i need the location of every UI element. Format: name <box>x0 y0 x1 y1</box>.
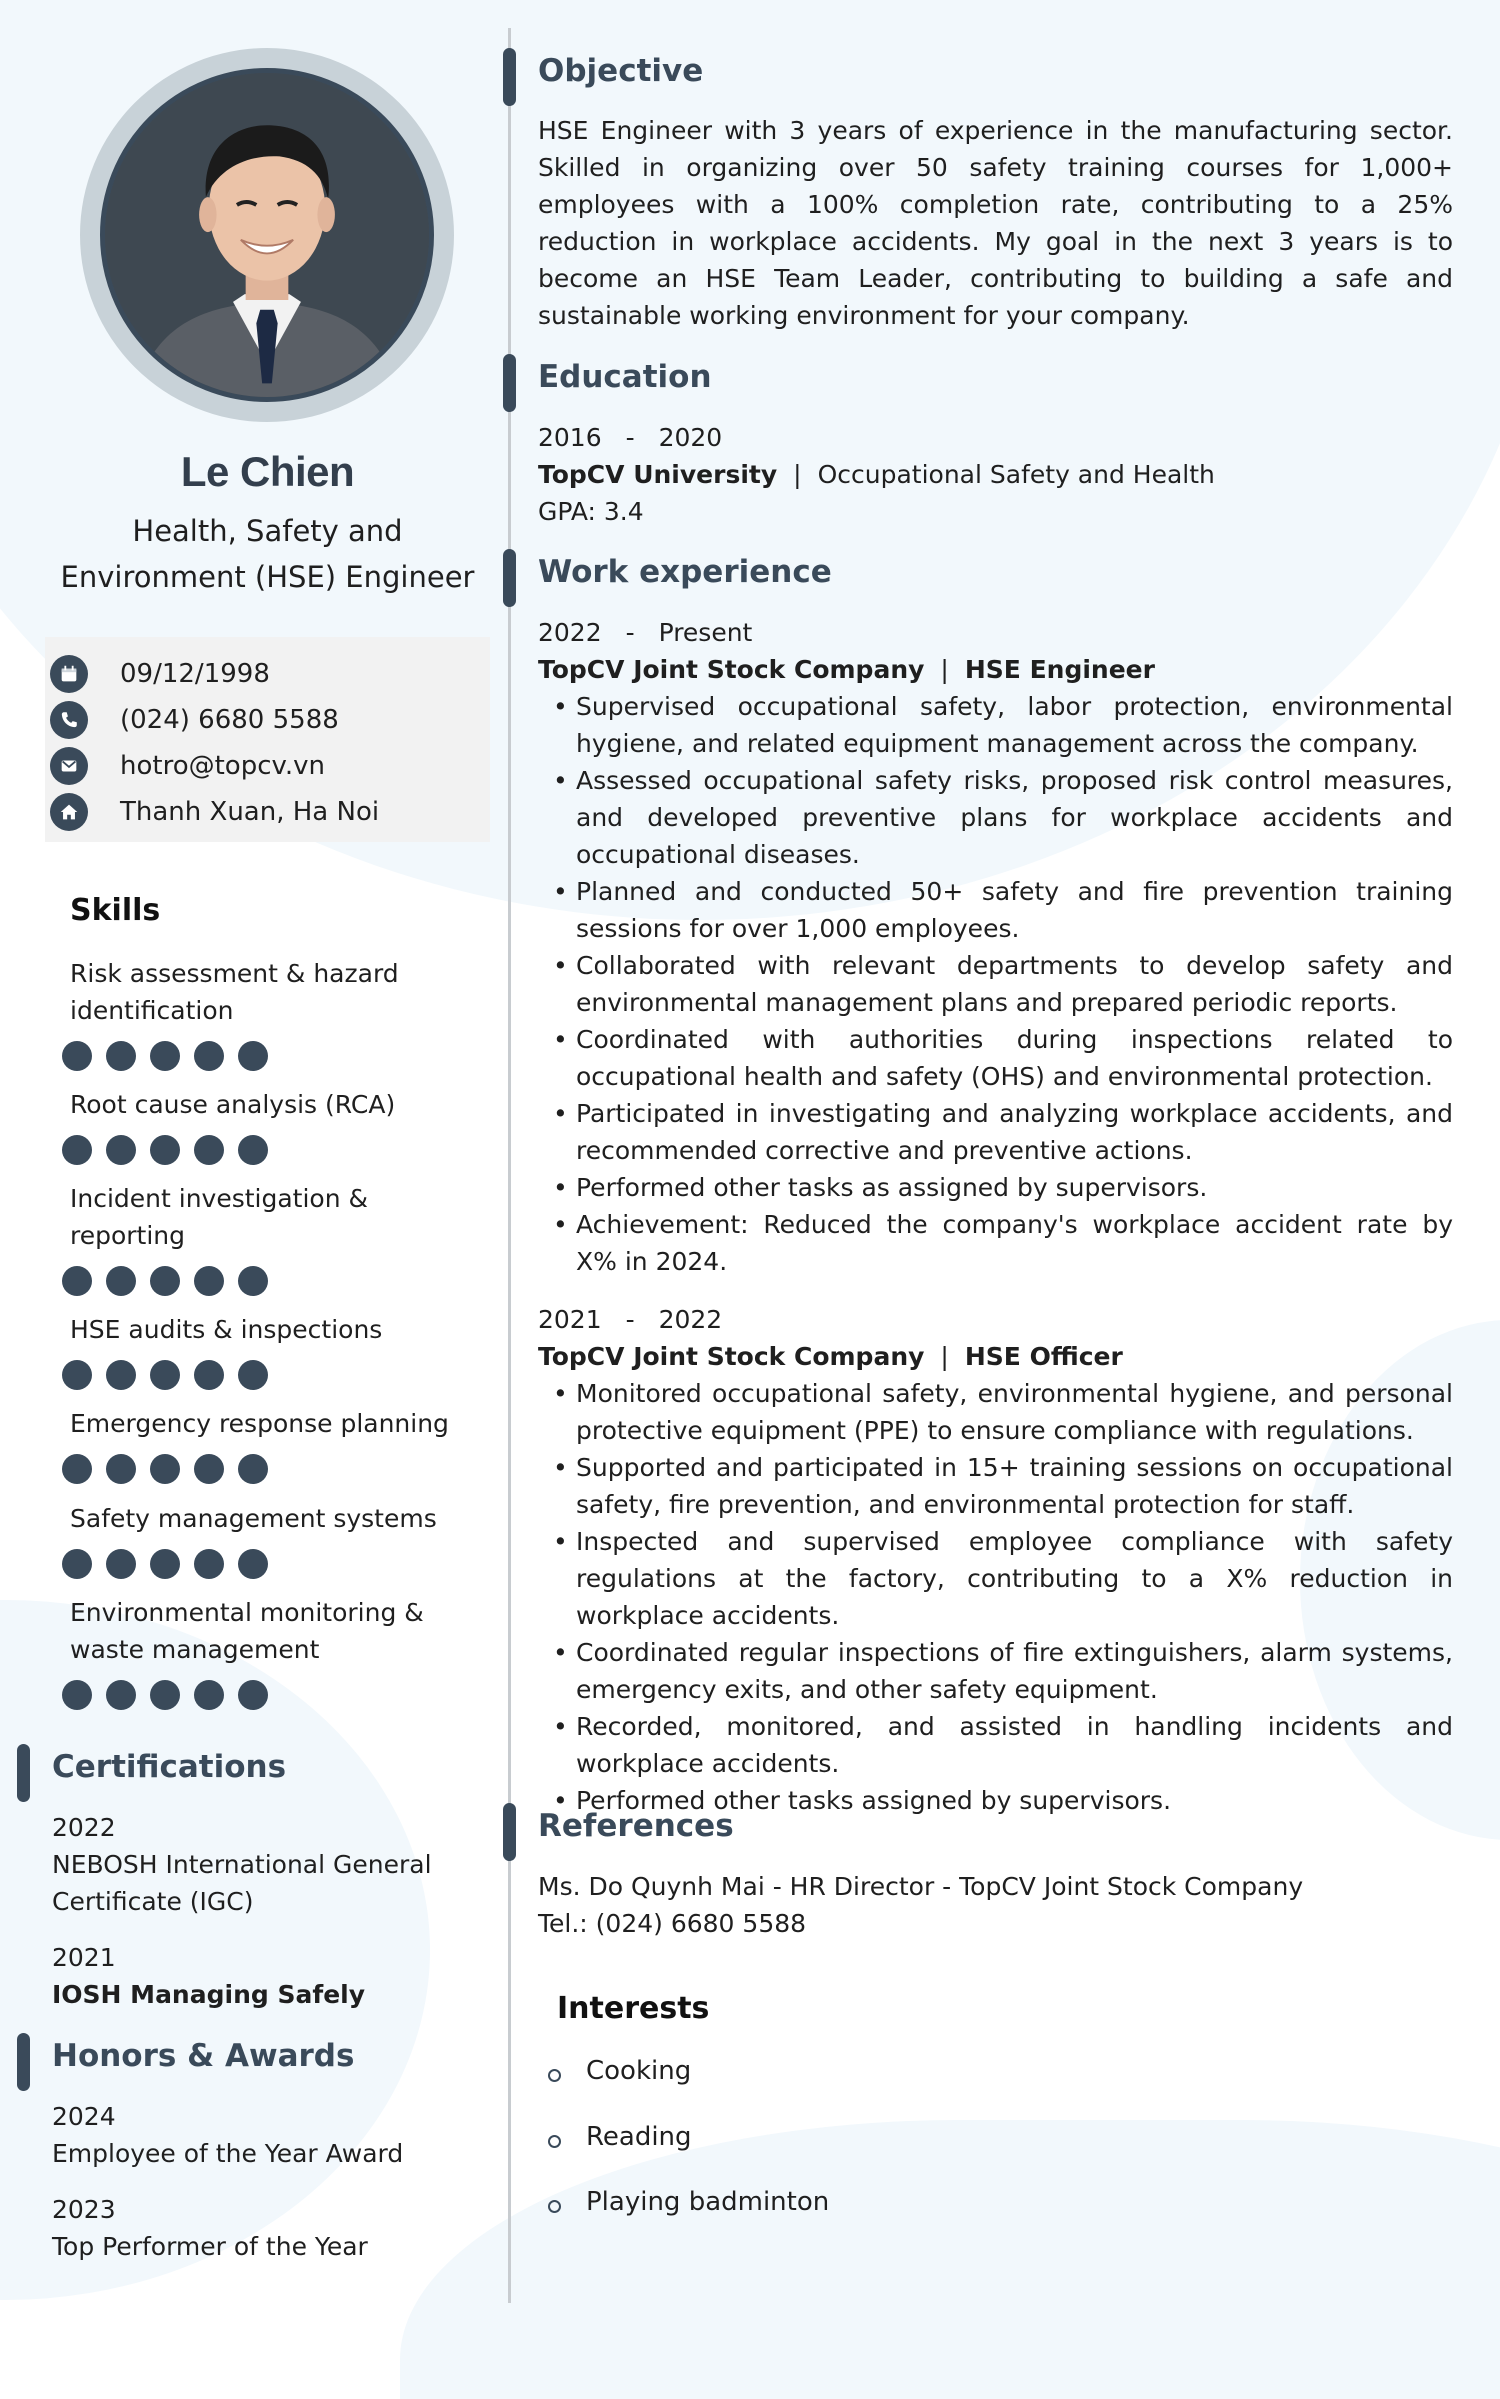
award-year: 2024 <box>52 2102 116 2131</box>
date-separator: - <box>625 618 635 647</box>
skill-name: HSE audits & inspections <box>70 1315 383 1344</box>
skill-name: Emergency response planning <box>70 1409 449 1438</box>
calendar-icon <box>50 655 88 693</box>
award-name: Employee of the Year Award <box>52 2139 404 2168</box>
section-marker <box>17 2033 30 2091</box>
skill-item <box>70 955 470 1071</box>
job-end: Present <box>658 618 753 647</box>
phone-text[interactable]: (024) 6680 5588 <box>120 705 339 735</box>
bullet-circle-icon <box>548 2135 561 2148</box>
section-marker <box>503 1803 516 1861</box>
birthday-text: 09/12/1998 <box>120 659 270 689</box>
job-header <box>538 651 1453 688</box>
date-separator: - <box>625 1305 635 1334</box>
job-period <box>538 614 1453 651</box>
education-end: 2020 <box>658 423 723 452</box>
company-name: TopCV Joint Stock Company <box>538 655 925 684</box>
school-name: TopCV University <box>538 460 778 489</box>
interest-item <box>548 2117 692 2157</box>
company-name: TopCV Joint Stock Company <box>538 1342 925 1371</box>
education-major: Occupational Safety and Health <box>817 460 1215 489</box>
rating-dot <box>238 1266 268 1296</box>
rating-dot <box>194 1680 224 1710</box>
references-heading: References <box>538 1808 734 1844</box>
job-role: HSE Officer <box>964 1342 1123 1371</box>
skills-heading: Skills <box>70 893 161 928</box>
skill-item <box>70 1500 470 1579</box>
bullet-circle-icon <box>548 2200 561 2213</box>
certifications-heading: Certifications <box>52 1749 287 1785</box>
job-period <box>538 1301 1453 1338</box>
awards-heading: Honors & Awards <box>52 2038 355 2074</box>
list-item: • Recorded, monitored, and assisted in handling incidents and workplace accidents. <box>538 1708 1453 1782</box>
education-start: 2016 <box>538 423 602 452</box>
job-end: 2022 <box>658 1305 723 1334</box>
avatar-frame <box>80 48 454 422</box>
phone-icon <box>50 701 88 739</box>
avatar-portrait-image <box>105 73 429 397</box>
skill-item <box>70 1594 470 1710</box>
rating-dot <box>150 1266 180 1296</box>
rating-dot <box>150 1454 180 1484</box>
interest-label: Reading <box>586 2122 692 2152</box>
separator: | <box>793 460 802 489</box>
interest-label: Cooking <box>586 2056 692 2086</box>
skill-name: Incident investigation & reporting <box>70 1184 369 1250</box>
candidate-name: Le Chien <box>180 448 355 495</box>
rating-dot <box>62 1135 92 1165</box>
skill-name: Environmental monitoring & waste management <box>70 1598 424 1664</box>
rating-dot <box>194 1041 224 1071</box>
education-heading: Education <box>538 359 712 395</box>
list-item: • Coordinated regular inspections of fire extinguishers, alarm systems, emergency exits, and other safety equipment. <box>538 1634 1453 1708</box>
list-item: • Collaborated with relevant departments to develop safety and environmental management plans and prepared periodic reports. <box>538 947 1453 1021</box>
email-text[interactable]: hotro@topcv.vn <box>120 751 326 781</box>
list-item: • Supported and participated in 15+ training sessions on occupational safety, fire prevention, and environmental protection for staff. <box>538 1449 1453 1523</box>
mail-icon <box>50 747 88 785</box>
section-marker <box>17 1744 30 1802</box>
list-item: • Coordinated with authorities during inspections related to occupational health and safety (OHS) and environmental protection. <box>538 1021 1453 1095</box>
certification-name: NEBOSH International General Certificate (IGC) <box>52 1850 432 1916</box>
rating-dot <box>62 1549 92 1579</box>
certification-year: 2021 <box>52 1943 116 1972</box>
education-period <box>538 419 1453 456</box>
separator: | <box>940 655 949 684</box>
rating-dot <box>62 1266 92 1296</box>
award-year: 2023 <box>52 2195 116 2224</box>
rating-dot <box>106 1266 136 1296</box>
list-item: • Inspected and supervised employee compliance with safety regulations at the factory, contributing to a X% reduction in workplace accidents. <box>538 1523 1453 1634</box>
objective-text: HSE Engineer with 3 years of experience in the manufacturing sector. Skilled in organizing over 50 safety training courses for 1,000+ employees with a 100% completion rate, contributing to a 25% reduction in workplace accidents. My goal in the next 3 years is to become an HSE Team Leader, contributing to building a safe and sustainable working environment for your company. <box>538 116 1453 330</box>
rating-dot <box>150 1680 180 1710</box>
skill-rating <box>62 1041 470 1071</box>
skill-rating <box>62 1135 470 1165</box>
candidate-title: Health, Safety and Environment (HSE) Engineer <box>60 514 475 594</box>
job-duties <box>538 688 1453 1280</box>
separator: | <box>940 1342 949 1371</box>
rating-dot <box>150 1549 180 1579</box>
certification-year: 2022 <box>52 1813 116 1842</box>
list-item: • Participated in investigating and analyzing workplace accidents, and recommended corrective and preventive actions. <box>538 1095 1453 1169</box>
rating-dot <box>238 1549 268 1579</box>
contact-box <box>45 637 490 842</box>
rating-dot <box>238 1041 268 1071</box>
section-marker <box>503 549 516 607</box>
section-marker <box>503 48 516 106</box>
list-item: • Monitored occupational safety, environmental hygiene, and personal protective equipment (PPE) to ensure compliance with regulations. <box>538 1375 1453 1449</box>
avatar <box>100 68 434 402</box>
bullet-circle-icon <box>548 2069 561 2082</box>
list-item: • Supervised occupational safety, labor protection, environmental hygiene, and related equipment management across the company. <box>538 688 1453 762</box>
rating-dot <box>194 1135 224 1165</box>
rating-dot <box>150 1360 180 1390</box>
section-marker <box>503 354 516 412</box>
rating-dot <box>150 1135 180 1165</box>
rating-dot <box>106 1549 136 1579</box>
education-gpa: GPA: 3.4 <box>538 497 644 526</box>
rating-dot <box>194 1549 224 1579</box>
rating-dot <box>62 1360 92 1390</box>
rating-dot <box>194 1360 224 1390</box>
skill-rating <box>62 1454 470 1484</box>
list-item: • Achievement: Reduced the company's workplace accident rate by X% in 2024. <box>538 1206 1453 1280</box>
interest-label: Playing badminton <box>586 2187 830 2217</box>
skill-item <box>70 1311 470 1390</box>
list-item: • Planned and conducted 50+ safety and fire prevention training sessions for over 1,000 employees. <box>538 873 1453 947</box>
list-item: • Performed other tasks assigned by supervisors. <box>538 1782 1453 1819</box>
rating-dot <box>238 1360 268 1390</box>
rating-dot <box>194 1454 224 1484</box>
reference-phone: Tel.: (024) 6680 5588 <box>538 1909 807 1938</box>
skill-item <box>70 1180 470 1296</box>
education-detail <box>538 456 1453 493</box>
award-name: Top Performer of the Year <box>52 2232 368 2261</box>
interest-item <box>548 2051 691 2091</box>
rating-dot <box>106 1360 136 1390</box>
job-start: 2022 <box>538 618 602 647</box>
rating-dot <box>62 1454 92 1484</box>
skill-name: Risk assessment & hazard identification <box>70 959 399 1025</box>
job-role: HSE Engineer <box>964 655 1155 684</box>
skill-rating <box>62 1549 470 1579</box>
rating-dot <box>106 1041 136 1071</box>
date-separator: - <box>625 423 635 452</box>
skill-rating <box>62 1360 470 1390</box>
rating-dot <box>62 1041 92 1071</box>
skill-name: Safety management systems <box>70 1504 437 1533</box>
rating-dot <box>106 1454 136 1484</box>
skill-item <box>70 1086 470 1165</box>
rating-dot <box>106 1135 136 1165</box>
rating-dot <box>62 1680 92 1710</box>
rating-dot <box>238 1680 268 1710</box>
home-icon <box>50 793 88 831</box>
interests-heading: Interests <box>557 1991 710 2026</box>
skill-rating <box>62 1680 470 1710</box>
skill-item <box>70 1405 470 1484</box>
address-text: Thanh Xuan, Ha Noi <box>120 797 380 827</box>
reference-contact: Ms. Do Quynh Mai - HR Director - TopCV Joint Stock Company <box>538 1872 1304 1901</box>
rating-dot <box>238 1454 268 1484</box>
list-item: • Assessed occupational safety risks, proposed risk control measures, and developed preventive plans for workplace accidents and occupational diseases. <box>538 762 1453 873</box>
interest-item <box>548 2182 829 2222</box>
rating-dot <box>106 1680 136 1710</box>
job-start: 2021 <box>538 1305 602 1334</box>
rating-dot <box>194 1266 224 1296</box>
list-item: • Performed other tasks as assigned by supervisors. <box>538 1169 1453 1206</box>
left-column <box>0 0 510 2399</box>
certification-name: IOSH Managing Safely <box>52 1980 366 2009</box>
skill-rating <box>62 1266 470 1296</box>
job-header <box>538 1338 1453 1375</box>
rating-dot <box>238 1135 268 1165</box>
objective-heading: Objective <box>538 53 704 89</box>
work-heading: Work experience <box>538 554 832 590</box>
job-duties <box>538 1375 1453 1819</box>
rating-dot <box>150 1041 180 1071</box>
skill-name: Root cause analysis (RCA) <box>70 1090 396 1119</box>
